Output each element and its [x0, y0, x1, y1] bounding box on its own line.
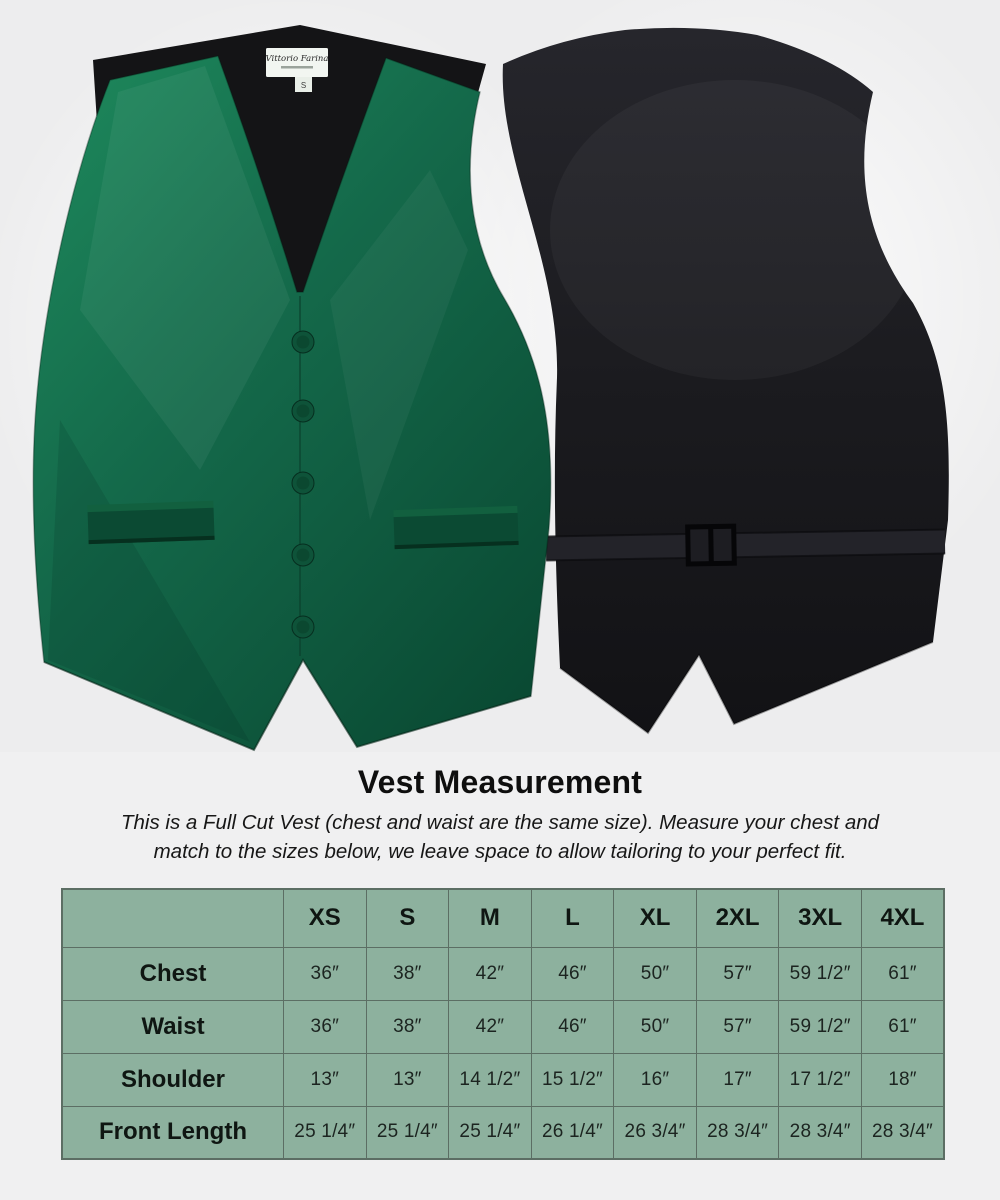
cell-shoulder-l: 15 1/2″: [531, 1053, 614, 1106]
cell-shoulder-m: 14 1/2″: [449, 1053, 532, 1106]
cell-shoulder-xl: 16″: [614, 1053, 697, 1106]
cell-waist-m: 42″: [449, 1000, 532, 1053]
column-header-2xl: 2XL: [696, 889, 779, 947]
green-vest-front-graphic: [33, 25, 551, 750]
label-subline: [281, 66, 313, 69]
strap-buckle-icon: [688, 526, 735, 564]
cell-front-length-4xl: 28 3/4″: [861, 1106, 944, 1159]
size-chart-table: [61, 888, 945, 1160]
button-icon: [292, 400, 314, 422]
cell-chest-4xl: 61″: [861, 947, 944, 1000]
column-header-4xl: 4XL: [861, 889, 944, 947]
cell-chest-2xl: 57″: [696, 947, 779, 1000]
cell-chest-l: 46″: [531, 947, 614, 1000]
cell-waist-s: 38″: [366, 1000, 449, 1053]
section-title: Vest Measurement: [357, 764, 643, 800]
header-row: [62, 889, 944, 947]
cell-shoulder-3xl: 17 1/2″: [779, 1053, 862, 1106]
row-waist: [62, 1000, 944, 1053]
corner-cell: [62, 889, 284, 947]
button-icon: [292, 331, 314, 353]
cell-waist-xs: 36″: [284, 1000, 367, 1053]
column-header-xl: XL: [614, 889, 697, 947]
back-sheen: [550, 80, 920, 380]
cell-front-length-m: 25 1/4″: [449, 1106, 532, 1159]
cell-waist-l: 46″: [531, 1000, 614, 1053]
cell-front-length-xs: 25 1/4″: [284, 1106, 367, 1159]
column-header-3xl: 3XL: [779, 889, 862, 947]
column-header-xs: XS: [284, 889, 367, 947]
row-label-waist: Waist: [62, 1000, 284, 1053]
row-front-length: [62, 1106, 944, 1159]
cell-shoulder-2xl: 17″: [696, 1053, 779, 1106]
button-icon: [292, 472, 314, 494]
cell-shoulder-s: 13″: [366, 1053, 449, 1106]
cell-chest-xs: 36″: [284, 947, 367, 1000]
description-line-1: This is a Full Cut Vest (chest and waist are the same size). Measure your chest and: [120, 811, 880, 834]
cell-waist-4xl: 61″: [861, 1000, 944, 1053]
row-chest: [62, 947, 944, 1000]
row-label-shoulder: Shoulder: [62, 1053, 284, 1106]
cell-chest-3xl: 59 1/2″: [779, 947, 862, 1000]
cell-front-length-xl: 26 3/4″: [614, 1106, 697, 1159]
description-line-2: match to the sizes below, we leave space to allow tailoring to your perfect fit.: [153, 840, 847, 864]
left-pocket: [87, 501, 214, 544]
row-label-chest: Chest: [62, 947, 284, 1000]
cell-waist-2xl: 57″: [696, 1000, 779, 1053]
cell-waist-3xl: 59 1/2″: [779, 1000, 862, 1053]
cell-front-length-2xl: 28 3/4″: [696, 1106, 779, 1159]
column-header-m: M: [449, 889, 532, 947]
row-shoulder: [62, 1053, 944, 1106]
button-icon: [292, 616, 314, 638]
row-label-front-length: Front Length: [62, 1106, 284, 1159]
size-tag-text: S: [300, 81, 307, 90]
cell-front-length-s: 25 1/4″: [366, 1106, 449, 1159]
section-description: [40, 808, 960, 866]
brand-label-text: Vittorio Farina: [265, 54, 329, 64]
black-vest-back-graphic: [503, 28, 949, 733]
cell-front-length-3xl: 28 3/4″: [779, 1106, 862, 1159]
cell-chest-xl: 50″: [614, 947, 697, 1000]
column-header-l: L: [531, 889, 614, 947]
column-header-s: S: [366, 889, 449, 947]
right-pocket: [393, 506, 518, 549]
cell-waist-xl: 50″: [614, 1000, 697, 1053]
cell-chest-s: 38″: [366, 947, 449, 1000]
cell-chest-m: 42″: [449, 947, 532, 1000]
cell-shoulder-4xl: 18″: [861, 1053, 944, 1106]
cell-shoulder-xs: 13″: [284, 1053, 367, 1106]
cell-front-length-l: 26 1/4″: [531, 1106, 614, 1159]
button-icon: [292, 544, 314, 566]
